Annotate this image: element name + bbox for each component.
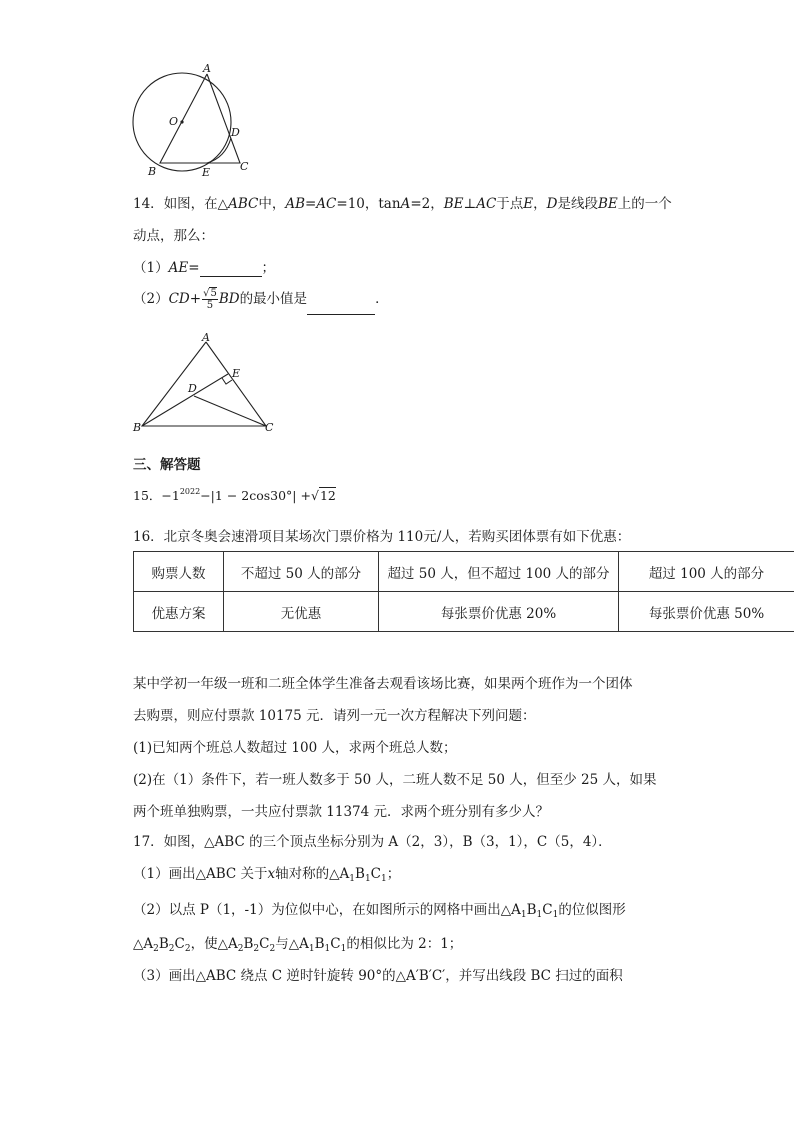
center-point	[180, 120, 183, 123]
q16-sub2a: (2)在（1）条件下，若一班人数多于 50 人，二班人数不足 50 人，但至少 25 人，如果	[133, 772, 657, 788]
label-b2: B	[133, 421, 142, 434]
label-e: E	[202, 166, 211, 179]
label-a: A	[203, 62, 211, 75]
q14-part2: （2）CD+ $\frac{√5}{5}$ BD的最小值是 ．	[133, 284, 389, 315]
q14-part1: （1）AE= ；	[133, 260, 276, 276]
table-cell: 超过 100 人的部分	[619, 552, 794, 592]
table-row	[134, 552, 794, 592]
table-row	[134, 592, 794, 632]
table-cell: 每张票价优惠 50%	[619, 592, 794, 632]
q17-sub3: （3）画出△ABC 绕点 C 逆时针旋转 90°的△A′B′C′，并写出线段 BC 扫过的面积	[133, 968, 623, 984]
q14-line2: 动点，那么：	[133, 228, 214, 244]
q14-line1: 14．如图，在△ABC中，AB=AC=10，tanA=2，BE⊥AC于点E，D是线段BE上的一个	[133, 196, 672, 212]
table-cell: 超过 50 人，但不超过 100 人的部分	[379, 552, 619, 592]
q17-sub2-line2: $\triangle A_2B_2C_2$，使$\triangle A_2B_2C_2$与$\triangle A_1B_1C_1$的相似比为 2：1；	[133, 936, 463, 954]
segment-be	[142, 374, 228, 426]
label-e2: E	[232, 367, 241, 380]
triangle-figure	[130, 330, 280, 435]
table-cell: 优惠方案	[134, 592, 224, 632]
table-cell: 每张票价优惠 20%	[379, 592, 619, 632]
table-cell: 购票人数	[134, 552, 224, 592]
q16-para2: 去购票，则应付票款 10175 元．请列一元一次方程解决下列问题：	[133, 708, 536, 724]
discount-table	[133, 551, 794, 632]
label-c2: C	[265, 421, 274, 434]
label-o: O	[169, 115, 179, 128]
fraction-sqrt5-over-5: $\frac{√5}{5}$	[203, 288, 217, 311]
q17-sub1: （1）画出△ABC 关于x轴对称的$\triangle A_1B_1C_1$；	[133, 866, 401, 884]
table-cell: 无优惠	[224, 592, 379, 632]
q15-expression: 15．$-1^{2022}-|1 - 2\cos 30^\circ| +√12$	[133, 487, 336, 503]
q16-para1: 某中学初一年级一班和二班全体学生准备去观看该场比赛，如果两个班作为一个团体	[133, 676, 633, 692]
q17-intro: 17．如图，△ABC 的三个顶点坐标分别为 A（2，3），B（3，1），C（5，4）．	[133, 834, 612, 850]
label-c: C	[240, 160, 249, 173]
label-d2: D	[188, 382, 197, 395]
table-cell: 不超过 50 人的部分	[224, 552, 379, 592]
q16-sub2b: 两个班单独购票，一共应付票款 11374 元．求两个班分别有多少人？	[133, 804, 550, 820]
answer-blank-2[interactable]	[307, 284, 375, 315]
section-heading: 三、解答题	[133, 457, 201, 473]
label-d: D	[231, 126, 240, 139]
circle-triangle-figure	[125, 60, 260, 180]
label-b: B	[148, 165, 157, 178]
triangle-abc-2	[142, 342, 266, 426]
q17-sub2: （2）以点 P（1，-1）为位似中心，在如图所示的网格中画出$\triangle A_1B_1C_1$的位似图形	[133, 902, 626, 920]
q16-intro: 16．北京冬奥会速滑项目某场次门票价格为 110元/人，若购买团体票有如下优惠：	[133, 529, 631, 545]
right-angle-mark	[222, 378, 232, 384]
label-a2: A	[202, 331, 210, 344]
answer-blank-1[interactable]	[200, 260, 262, 277]
q16-sub1: (1)已知两个班总人数超过 100 人，求两个班总人数；	[133, 740, 457, 756]
